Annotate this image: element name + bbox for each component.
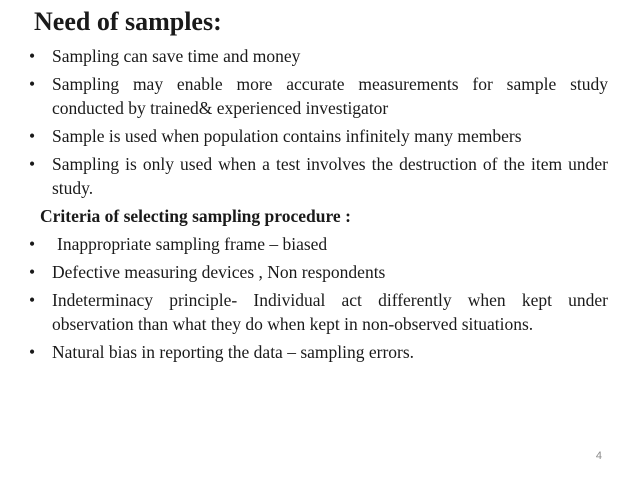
bullet-text: Defective measuring devices , Non respondents bbox=[52, 262, 386, 282]
section-subheading: Criteria of selecting sampling procedure : bbox=[40, 206, 351, 226]
bullet-item bbox=[28, 124, 608, 148]
bullet-text: Sampling is only used when a test involves the destruction of the item under study. bbox=[52, 154, 608, 198]
bullet-item bbox=[28, 232, 608, 256]
bullet-icon: • bbox=[29, 342, 36, 362]
bullet-icon: • bbox=[29, 234, 36, 254]
bullet-item bbox=[28, 44, 608, 68]
bullet-item bbox=[28, 152, 608, 200]
bullet-text: Sample is used when population contains infinitely many members bbox=[52, 126, 522, 146]
slide-title: Need of samples: bbox=[34, 7, 222, 36]
bullet-text: Natural bias in reporting the data – sampling errors. bbox=[52, 342, 415, 362]
bullet-item bbox=[28, 288, 608, 336]
bullet-text: Inappropriate sampling frame – biased bbox=[57, 234, 328, 254]
page-number: 4 bbox=[595, 450, 602, 462]
bullet-icon: • bbox=[29, 126, 36, 146]
bullet-item bbox=[28, 340, 608, 364]
bullet-text: Sampling can save time and money bbox=[52, 46, 301, 66]
slide-content bbox=[28, 44, 608, 368]
bullet-icon: • bbox=[29, 46, 36, 66]
bullet-icon: • bbox=[29, 154, 36, 174]
bullet-item bbox=[28, 260, 608, 284]
bullet-icon: • bbox=[29, 262, 36, 282]
bullet-text: Sampling may enable more accurate measurements for sample study conducted by trained& experienced investigator bbox=[52, 74, 608, 118]
bullet-text: Indeterminacy principle- Individual act differently when kept under observation than what they do when kept in non-observed situations. bbox=[52, 290, 608, 334]
bullet-icon: • bbox=[29, 74, 36, 94]
bullet-item bbox=[28, 72, 608, 120]
bullet-icon: • bbox=[29, 290, 36, 310]
